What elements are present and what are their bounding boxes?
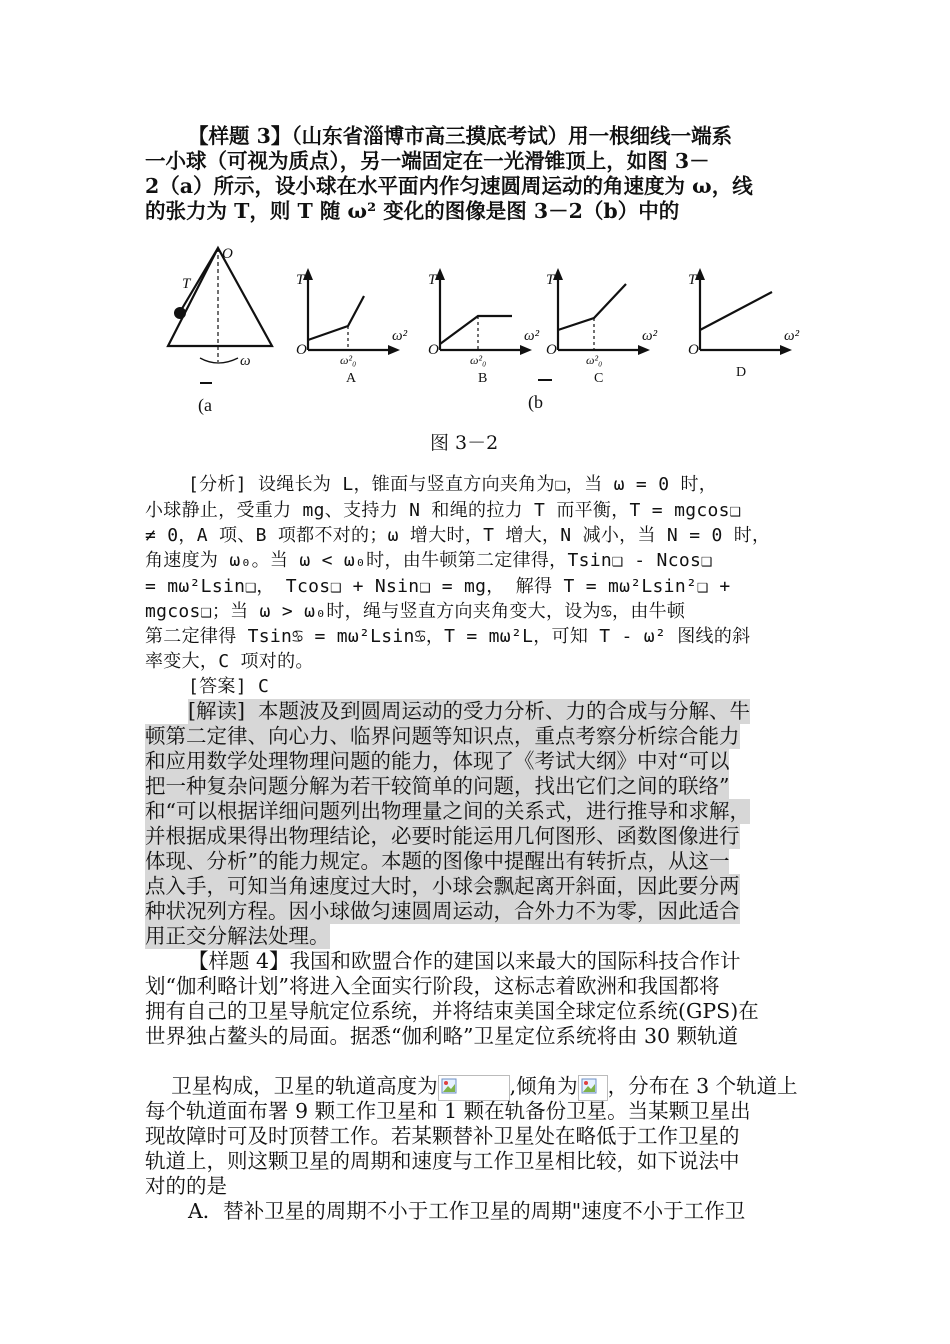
graph-c-origin: O [546, 342, 557, 358]
figure-label-b: (b [528, 392, 543, 412]
graph-b-origin: O [428, 342, 439, 358]
q4-option-a: A．替补卫星的周期不小于工作卫星的周期"速度不小于工作卫 [188, 1199, 746, 1223]
figure-drawing [160, 240, 800, 410]
graph-a-letter: A [346, 371, 357, 386]
figure-3-2 [160, 240, 800, 410]
reading-line-1: [解读] 本题波及到圆周运动的受力分析、力的合成与分解、牛 [188, 699, 751, 723]
q3-line-2: 一小球（可视为质点），另一端固定在一光滑锥顶上，如图 3－ [145, 149, 710, 173]
analysis-line-5: = mω²Lsin❑， Tcos❑ + Nsin❑ = mg， 解得 T = mω²Lsin²❑ + [145, 576, 731, 597]
ball-mark [174, 307, 186, 319]
q4-line-6: 每个轨道面布署 9 颗工作卫星和 1 颗在轨备份卫星。当某颗卫星出 [145, 1099, 751, 1123]
graph-d-axis-t: T [688, 272, 697, 288]
q4-line-5-part-b: ,倾角为 [509, 1074, 578, 1098]
graph-b [440, 278, 522, 350]
graph-c-axis-t: T [546, 272, 555, 288]
graph-a-tick: ω²₀ [340, 353, 357, 367]
q4-line-9: 对的的是 [145, 1174, 227, 1198]
analysis-line-3: ≠ 0，A 项、B 项都不对的；ω 增大时，T 增大，N 减小，当 N = 0 时， [145, 525, 771, 546]
figure-label-a: (a [198, 395, 212, 415]
reading-line-7: 体现、分析”的能力规定。本题的图像中提醒出有转折点，从这一 [145, 849, 730, 873]
graph-c-letter: C [594, 371, 604, 386]
reading-line-3: 和应用数学处理物理问题的能力，体现了《考试大纲》中对“可以 [145, 749, 730, 773]
q3-line-4: 的张力为 T，则 T 随 ω² 变化的图像是图 3－2（b）中的 [145, 199, 680, 223]
q4-line-8: 轨道上，则这颗卫星的周期和速度与工作卫星相比较，如下说法中 [145, 1149, 740, 1173]
q4-line-5-part-a: 卫星构成，卫星的轨道高度为 [171, 1074, 438, 1098]
graph-a-axis-t: T [296, 272, 305, 288]
cone-tension-label: T [182, 276, 191, 292]
graph-d-letter: D [736, 365, 747, 380]
figure-caption: 图 3－2 [430, 432, 499, 454]
analysis-line-1: [分析] 设绳长为 L，锥面与竖直方向夹角为❑，当 ω = 0 时， [188, 474, 718, 495]
graph-d-axis-x: ω² [784, 328, 800, 344]
reading-line-8: 点入手，可知当角速度过大时，小球会飘起离开斜面，因此要分两 [145, 874, 740, 898]
graph-c-axis-x: ω² [642, 328, 658, 344]
analysis-line-2: 小球静止，受重力 mg、支持力 N 和绳的拉力 T 而平衡，T = mgcos❑ [145, 500, 741, 521]
analysis-line-7: 第二定律得 Tsin♋ = mω²Lsin♋，T = mω²L，可知 T - ω² 图线的斜 [145, 626, 751, 647]
q3-line-1: 【样题 3】（山东省淄博市高三摸底考试）用一根细线一端系 [188, 124, 733, 148]
q3-line-3: 2（a）所示，设小球在水平面内作匀速圆周运动的角速度为 ω，线 [145, 174, 753, 198]
cone-omega-label: ω [240, 353, 251, 369]
broken-image-icon [438, 1075, 510, 1101]
q4-line-5-part-c: ，分布在 3 个轨道上 [607, 1074, 798, 1098]
graph-c [558, 278, 640, 350]
cone-apex-label: O [222, 246, 233, 262]
graph-b-tick: ω²₀ [470, 353, 487, 367]
answer-line: [答案] C [188, 676, 270, 697]
graph-a-axis-x: ω² [392, 328, 408, 344]
analysis-line-8: 率变大，C 项对的。 [145, 651, 314, 672]
q4-line-3: 拥有自己的卫星导航定位系统，并将结束美国全球定位系统(GPS)在 [145, 999, 759, 1023]
graph-d-origin: O [688, 342, 699, 358]
q4-line-4: 世界独占鳌头的局面。据悉“伽利略”卫星定位系统将由 30 颗轨道 [145, 1024, 739, 1048]
graph-a-origin: O [296, 342, 307, 358]
reading-line-5: 和“可以根据详细问题列出物理量之间的关系式，进行推导和求解， [145, 799, 750, 823]
graph-b-axis-t: T [428, 272, 437, 288]
graph-d [700, 278, 782, 350]
q4-line-2: 划“伽利略计划”将进入全面实行阶段，这标志着欧洲和我国都将 [145, 974, 720, 998]
graph-c-tick: ω²₀ [586, 353, 603, 367]
graph-b-axis-x: ω² [524, 328, 540, 344]
graph-b-letter: B [478, 371, 488, 386]
cone-shape [168, 248, 272, 346]
rotation-arrow [200, 358, 238, 363]
reading-line-9: 种状况列方程。因小球做匀速圆周运动，合外力不为零，因此适合 [145, 899, 740, 923]
reading-line-6: 并根据成果得出物理结论，必要时能运用几何图形、函数图像进行 [145, 824, 740, 848]
analysis-line-4: 角速度为 ω₀。当 ω < ω₀时，由牛顿第二定律得，Tsin❑ - Ncos❑ [145, 550, 713, 571]
graph-a [308, 278, 390, 350]
reading-line-4: 把一种复杂问题分解为若干较简单的问题，找出它们之间的联络” [145, 774, 730, 798]
broken-image-icon [578, 1075, 608, 1101]
q4-line-7: 现故障时可及时顶替工作。若某颗替补卫星处在略低于工作卫星的 [145, 1124, 740, 1148]
q4-line-1: 【样题 4】我国和欧盟合作的建国以来最大的国际科技合作计 [188, 949, 741, 973]
analysis-line-6: mgcos❑；当 ω > ω₀时，绳与竖直方向夹角变大，设为♋，由牛顿 [145, 601, 686, 622]
reading-line-2: 顿第二定律、向心力、临界问题等知识点，重点考察分析综合能力 [145, 724, 740, 748]
reading-line-10: 用正交分解法处理。 [145, 924, 330, 948]
